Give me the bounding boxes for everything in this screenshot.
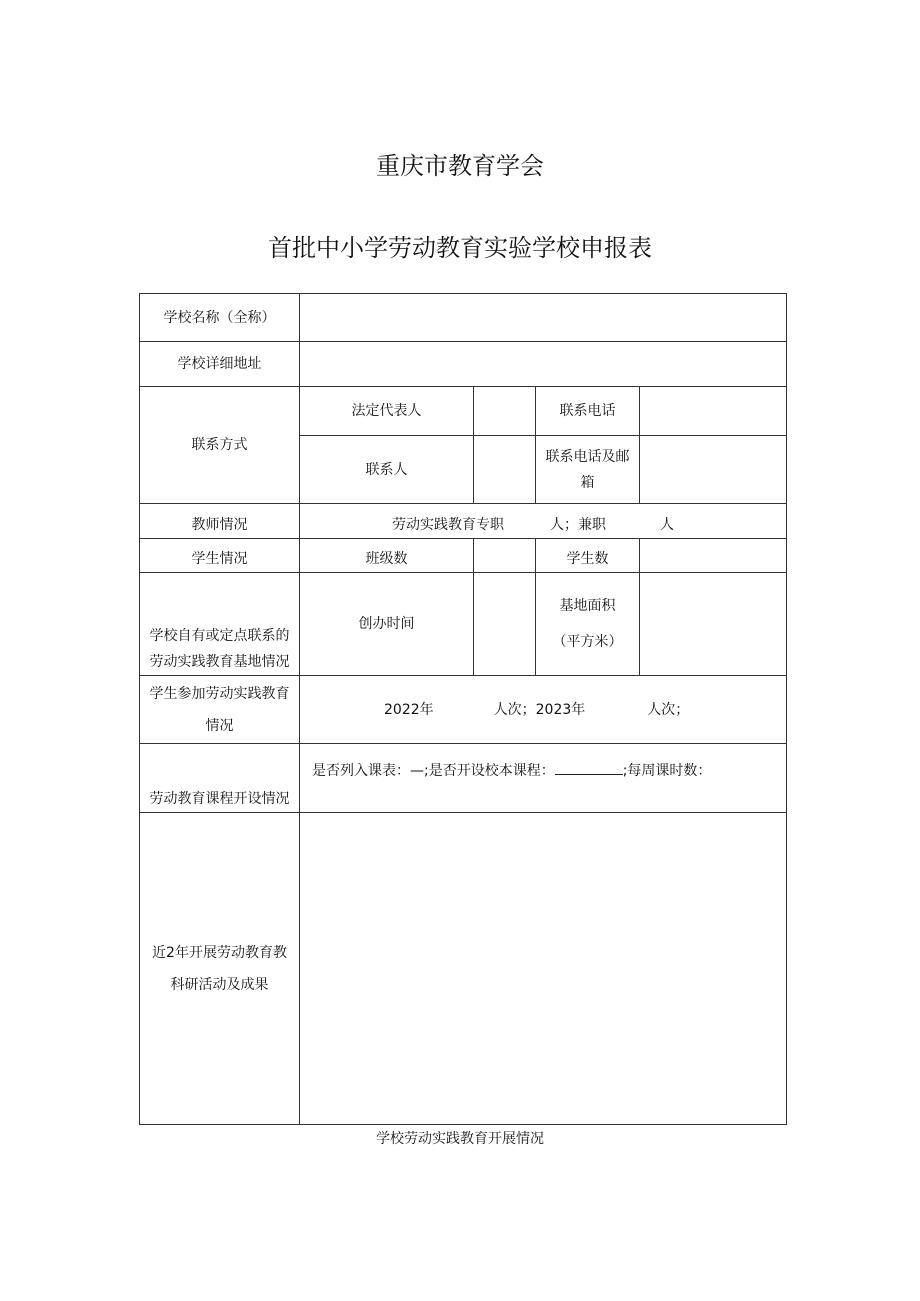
row-teachers — [140, 504, 787, 539]
course-info[interactable] — [300, 744, 787, 813]
base-label-line2: 劳动实践教育基地情况 — [149, 654, 290, 670]
student-label: 学生情况 — [140, 539, 300, 573]
times-2023-label: 人次； — [647, 701, 690, 718]
participation-label-line1: 学生参加劳动实践教育 — [149, 685, 290, 702]
phone-email-label — [536, 436, 640, 504]
research-input[interactable] — [300, 813, 787, 1125]
research-label — [140, 813, 300, 1125]
row-legal-rep — [140, 387, 787, 436]
class-count-input[interactable] — [474, 539, 536, 573]
school-address-label: 学校详细地址 — [140, 342, 300, 387]
base-label-line1: 学校自有或定点联系的 — [149, 628, 290, 644]
student-count-input[interactable] — [640, 539, 787, 573]
participation-label-line2: 情况 — [205, 717, 234, 734]
area-label-line1: 基地面积 — [559, 598, 616, 614]
phone-input[interactable] — [640, 387, 787, 436]
base-label — [140, 573, 300, 676]
teacher-parttime-label: 人；兼职 — [550, 517, 606, 533]
phone-email-label-line1: 联系电话及邮 — [545, 448, 630, 465]
row-students — [140, 539, 787, 573]
area-label-line2: （平方米） — [552, 634, 623, 650]
area-label — [536, 573, 640, 676]
founded-label: 创办时间 — [300, 573, 474, 676]
area-input[interactable] — [640, 573, 787, 676]
row-participation — [140, 676, 787, 744]
footer-caption: 学校劳动实践教育开展情况 — [376, 1131, 544, 1147]
teacher-unit-label: 人 — [660, 517, 674, 533]
school-name-input[interactable] — [300, 294, 787, 342]
contact-label: 联系方式 — [140, 387, 300, 504]
contact-person-label: 联系人 — [300, 436, 474, 504]
participation-info[interactable] — [300, 676, 787, 744]
row-course — [140, 744, 787, 813]
founded-input[interactable] — [474, 573, 536, 676]
course-blank-line[interactable] — [555, 760, 623, 775]
student-count-label: 学生数 — [536, 539, 640, 573]
research-label-line1: 近2年开展劳动教育教 — [152, 944, 287, 961]
year-2022-label: 2022年 — [384, 701, 434, 718]
participation-label — [140, 676, 300, 744]
phone-email-label-line2: 箱 — [580, 474, 595, 491]
row-school-address — [140, 342, 787, 387]
phone-label: 联系电话 — [536, 387, 640, 436]
school-address-input[interactable] — [300, 342, 787, 387]
class-count-label: 班级数 — [300, 539, 474, 573]
teacher-info[interactable] — [300, 504, 787, 539]
row-research — [140, 813, 787, 1125]
course-question-2: ;每周课时数： — [622, 763, 712, 779]
teacher-fulltime-label: 劳动实践教育专职 — [392, 517, 504, 533]
school-name-label: 学校名称（全称） — [140, 294, 300, 342]
times-2022-label: 人次；2023年 — [493, 701, 586, 718]
course-question-1: 是否列入课表：—;是否开设校本课程： — [312, 763, 555, 779]
phone-email-input[interactable] — [640, 436, 787, 504]
application-form — [139, 293, 787, 1125]
course-label: 劳动教育课程开设情况 — [140, 744, 300, 813]
research-label-line2: 科研活动及成果 — [170, 976, 269, 993]
legal-rep-input[interactable] — [474, 387, 536, 436]
form-title: 首批中小学劳动教育实验学校申报表 — [268, 234, 652, 262]
contact-person-input[interactable] — [474, 436, 536, 504]
row-practice-base — [140, 573, 787, 676]
organization-title: 重庆市教育学会 — [376, 152, 544, 180]
legal-rep-label: 法定代表人 — [300, 387, 474, 436]
teacher-label: 教师情况 — [140, 504, 300, 539]
row-school-name — [140, 294, 787, 342]
